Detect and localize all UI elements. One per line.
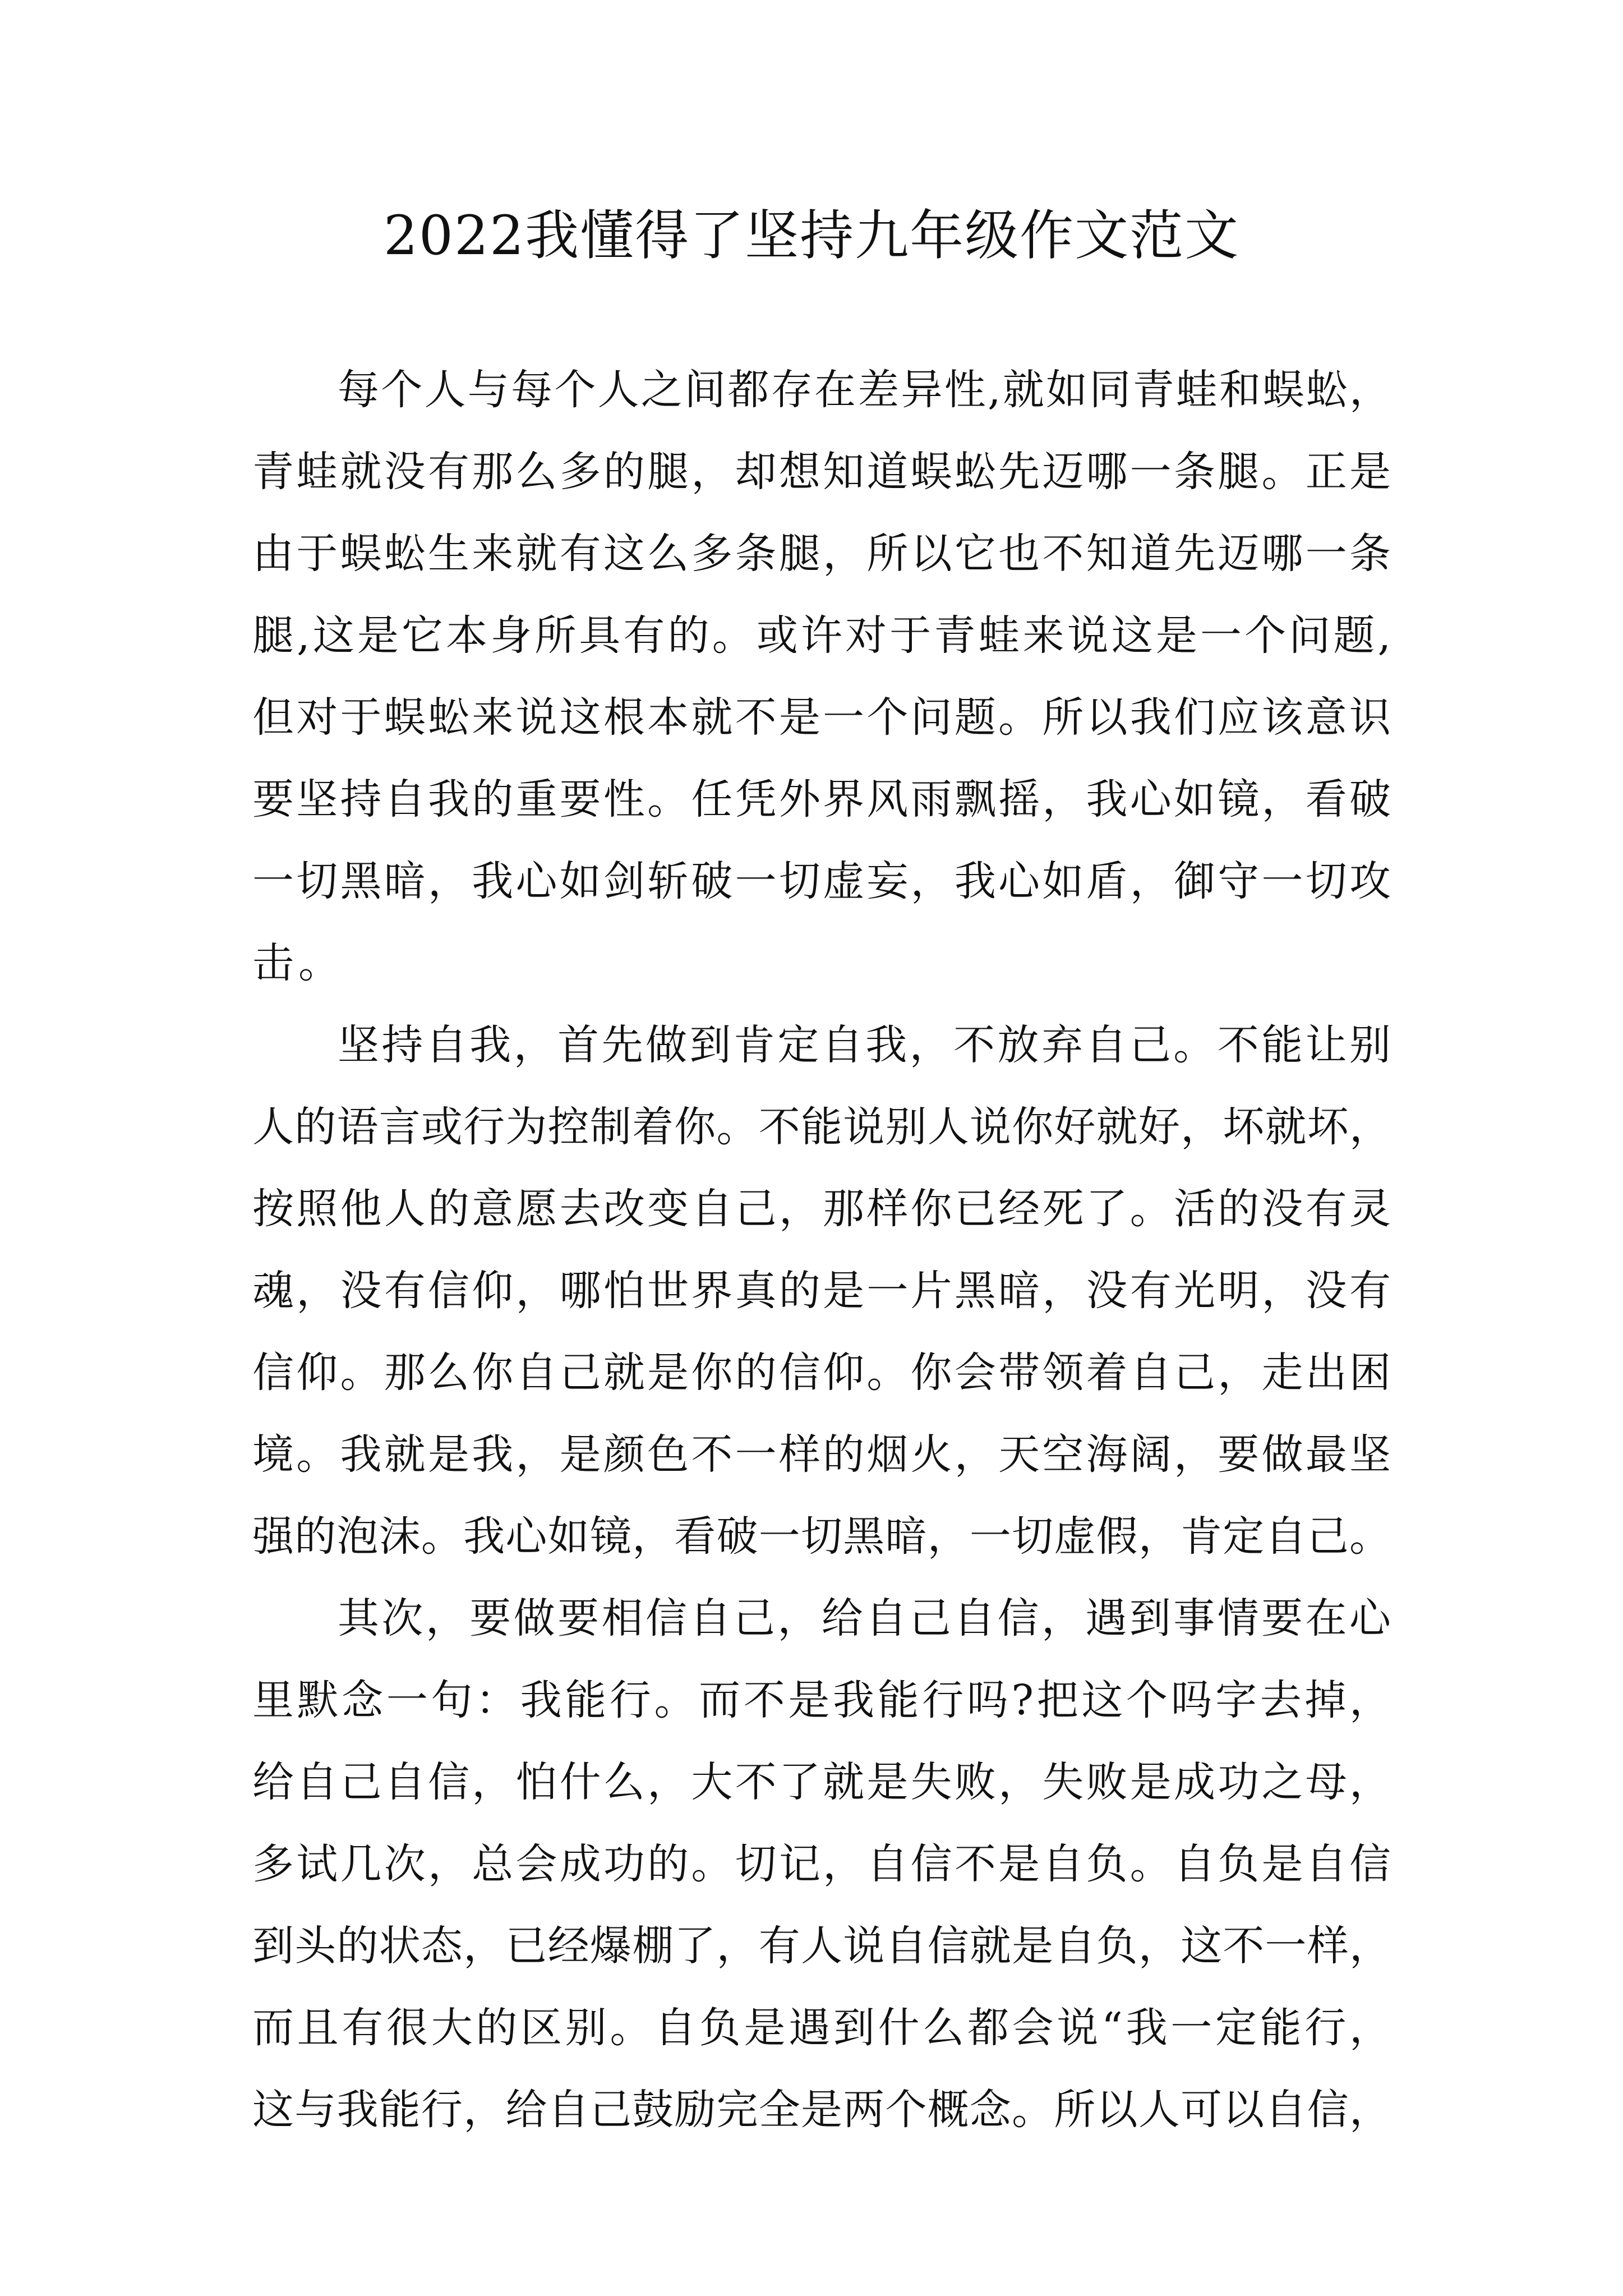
text-line: 击。: [252, 939, 344, 987]
text-line: 信仰。那么你自己就是你的信仰。你会带领着自己，走出困: [252, 1349, 1391, 1397]
text-line: 青蛙就没有那么多的腿，却想知道蜈蚣先迈哪一条腿。正是: [252, 448, 1391, 496]
text-line: 多试几次，总会成功的。切记，自信不是自负。自负是自信: [252, 1840, 1391, 1888]
text-line: 魂，没有信仰，哪怕世界真的是一片黑暗，没有光明，没有: [252, 1267, 1391, 1315]
document-title: 2022我懂得了坚持九年级作文范文: [383, 204, 1240, 267]
text-line: 其次，要做要相信自己，给自己自信，遇到事情要在心: [338, 1594, 1391, 1642]
text-line: 按照他人的意愿去改变自己，那样你已经死了。活的没有灵: [252, 1185, 1391, 1233]
text-line: 里默念一句：我能行。而不是我能行吗?把这个吗字去掉，: [252, 1676, 1391, 1724]
text-line: 而且有很大的区别。自负是遇到什么都会说“我一定能行，: [252, 2004, 1391, 2052]
text-line: 到头的状态，已经爆棚了，有人说自信就是自负，这不一样，: [252, 1922, 1391, 1970]
text-line: 这与我能行，给自己鼓励完全是两个概念。所以人可以自信，: [252, 2086, 1391, 2134]
text-line: 要坚持自我的重要性。任凭外界风雨飘摇，我心如镜，看破: [252, 775, 1391, 823]
text-line: 但对于蜈蚣来说这根本就不是一个问题。所以我们应该意识: [252, 693, 1391, 742]
text-line: 坚持自我，首先做到肯定自我，不放弃自己。不能让别: [338, 1021, 1391, 1069]
text-line: 境。我就是我，是颜色不一样的烟火，天空海阔，要做最坚: [252, 1430, 1391, 1479]
text-line: 强的泡沫。我心如镜，看破一切黑暗，一切虚假，肯定自己。: [252, 1512, 1391, 1561]
text-line: 腿,这是它本身所具有的。或许对于青蛙来说这是一个问题,: [252, 611, 1391, 660]
text-line: 人的语言或行为控制着你。不能说别人说你好就好，坏就坏，: [252, 1103, 1391, 1151]
text-line: 一切黑暗，我心如剑斩破一切虚妄，我心如盾，御守一切攻: [252, 857, 1391, 905]
text-line: 每个人与每个人之间都存在差异性,就如同青蛙和蜈蚣，: [338, 366, 1391, 414]
text-line: 由于蜈蚣生来就有这么多条腿，所以它也不知道先迈哪一条: [252, 530, 1391, 578]
text-line: 给自己自信，怕什么，大不了就是失败，失败是成功之母，: [252, 1758, 1391, 1806]
